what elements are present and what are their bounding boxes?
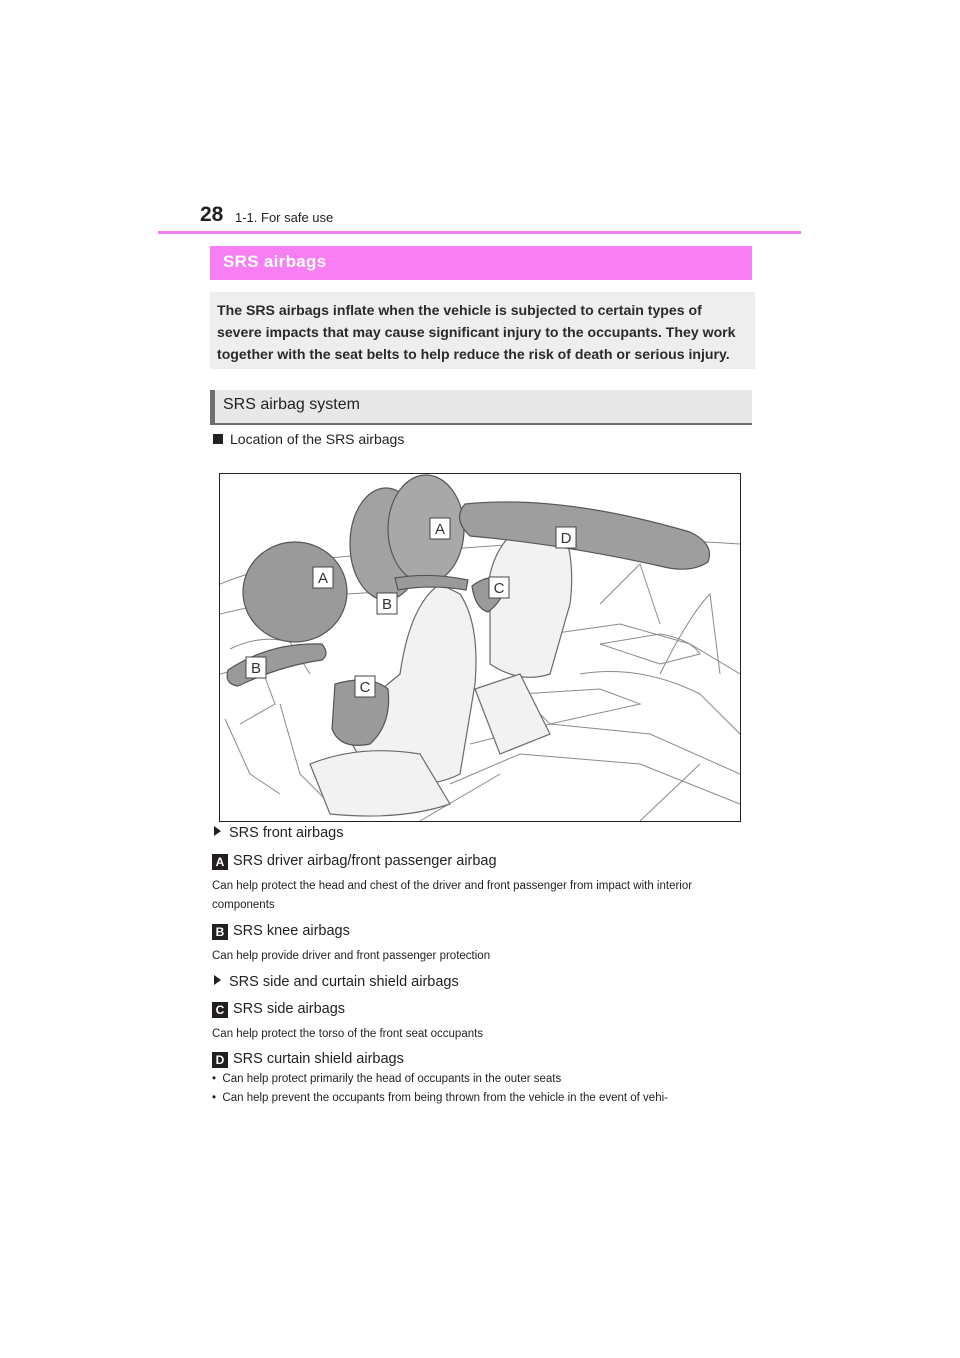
- callout-b-passenger: [377, 593, 397, 614]
- driver-knee-airbag: [227, 644, 326, 686]
- callout-d-curtain: [556, 527, 576, 548]
- triangle-bullet-icon: [214, 826, 221, 836]
- passenger-knee-airbag: [395, 575, 468, 590]
- badge-c: C: [212, 1002, 228, 1018]
- callout-d-curtain-text: D: [560, 530, 572, 547]
- item-desc-side-airbag: Can help protect the torso of the front seat occupants: [212, 1028, 484, 1040]
- item-label-knee-airbag: SRS knee airbags: [233, 923, 350, 939]
- group-title-side-text: SRS side and curtain shield airbags: [229, 974, 459, 990]
- airbag-illustration-svg: [220, 474, 740, 821]
- callout-c-passenger-text: C: [493, 580, 505, 597]
- driver-airbag: [243, 542, 347, 642]
- location-heading-text: Location of the SRS airbags: [230, 431, 405, 447]
- group-title-side: [214, 974, 459, 990]
- bullet-curtain-2-text: Can help prevent the occupants from being thrown from the vehicle in the event of vehi-: [222, 1092, 668, 1104]
- callout-b-driver: [246, 657, 266, 678]
- passenger-airbag-rear: [388, 475, 464, 583]
- item-desc-front-airbag: Can help protect the head and chest of the driver and front passenger from impact with interior components: [212, 880, 693, 911]
- square-bullet-icon: [213, 434, 223, 444]
- callout-b-passenger-text: B: [381, 596, 393, 613]
- subsection-banner: [210, 390, 752, 425]
- triangle-bullet-icon: [214, 975, 221, 985]
- subsection-title: SRS airbag system: [223, 396, 360, 413]
- badge-b: B: [212, 924, 228, 940]
- badge-a: A: [212, 854, 228, 870]
- section-banner-title: SRS airbags: [223, 252, 327, 271]
- item-label-curtain-airbag: SRS curtain shield airbags: [233, 1051, 404, 1067]
- callout-c-passenger: [489, 577, 509, 598]
- group-title-front: [214, 825, 343, 841]
- bullet-curtain-2: • Can help prevent the occupants from being thrown from the vehicle in the event of vehi-: [212, 1092, 668, 1104]
- callout-a-passenger: [430, 518, 450, 539]
- item-label-side-airbag: SRS side airbags: [233, 1001, 346, 1017]
- group-title-front-text: SRS front airbags: [229, 825, 344, 841]
- bullet-curtain-1: • Can help protect primarily the head of occupants in the outer seats: [212, 1073, 562, 1085]
- intro-text: The SRS airbags inflate when the vehicle is subjected to certain types of severe impacts that may cause significant injury to the occupants. They work together with the seat belts to help reduce the risk of death or serious injury.: [217, 302, 736, 362]
- location-heading: [213, 431, 404, 447]
- section-banner: [210, 246, 752, 280]
- callout-c-driver-text: C: [359, 679, 371, 696]
- page-number: 28: [200, 203, 224, 226]
- callout-b-driver-text: B: [250, 660, 262, 677]
- item-label-front-airbag: SRS driver airbag/front passenger airbag: [233, 853, 497, 869]
- callout-a-driver-text: A: [317, 570, 329, 587]
- badge-d: D: [212, 1052, 228, 1068]
- header-rule: [158, 231, 801, 234]
- item-desc-knee-airbag: Can help provide driver and front passenger protection: [212, 950, 491, 962]
- callout-c-driver: [355, 676, 375, 697]
- callout-a-passenger-text: A: [434, 521, 446, 538]
- section-title: 1-1. For safe use: [235, 210, 334, 225]
- intro-box: [210, 292, 755, 369]
- callout-a-driver: [313, 567, 333, 588]
- airbag-illustration: [219, 473, 741, 822]
- bullet-curtain-1-text: Can help protect primarily the head of occupants in the outer seats: [222, 1073, 562, 1085]
- subsection-bar: [210, 390, 215, 423]
